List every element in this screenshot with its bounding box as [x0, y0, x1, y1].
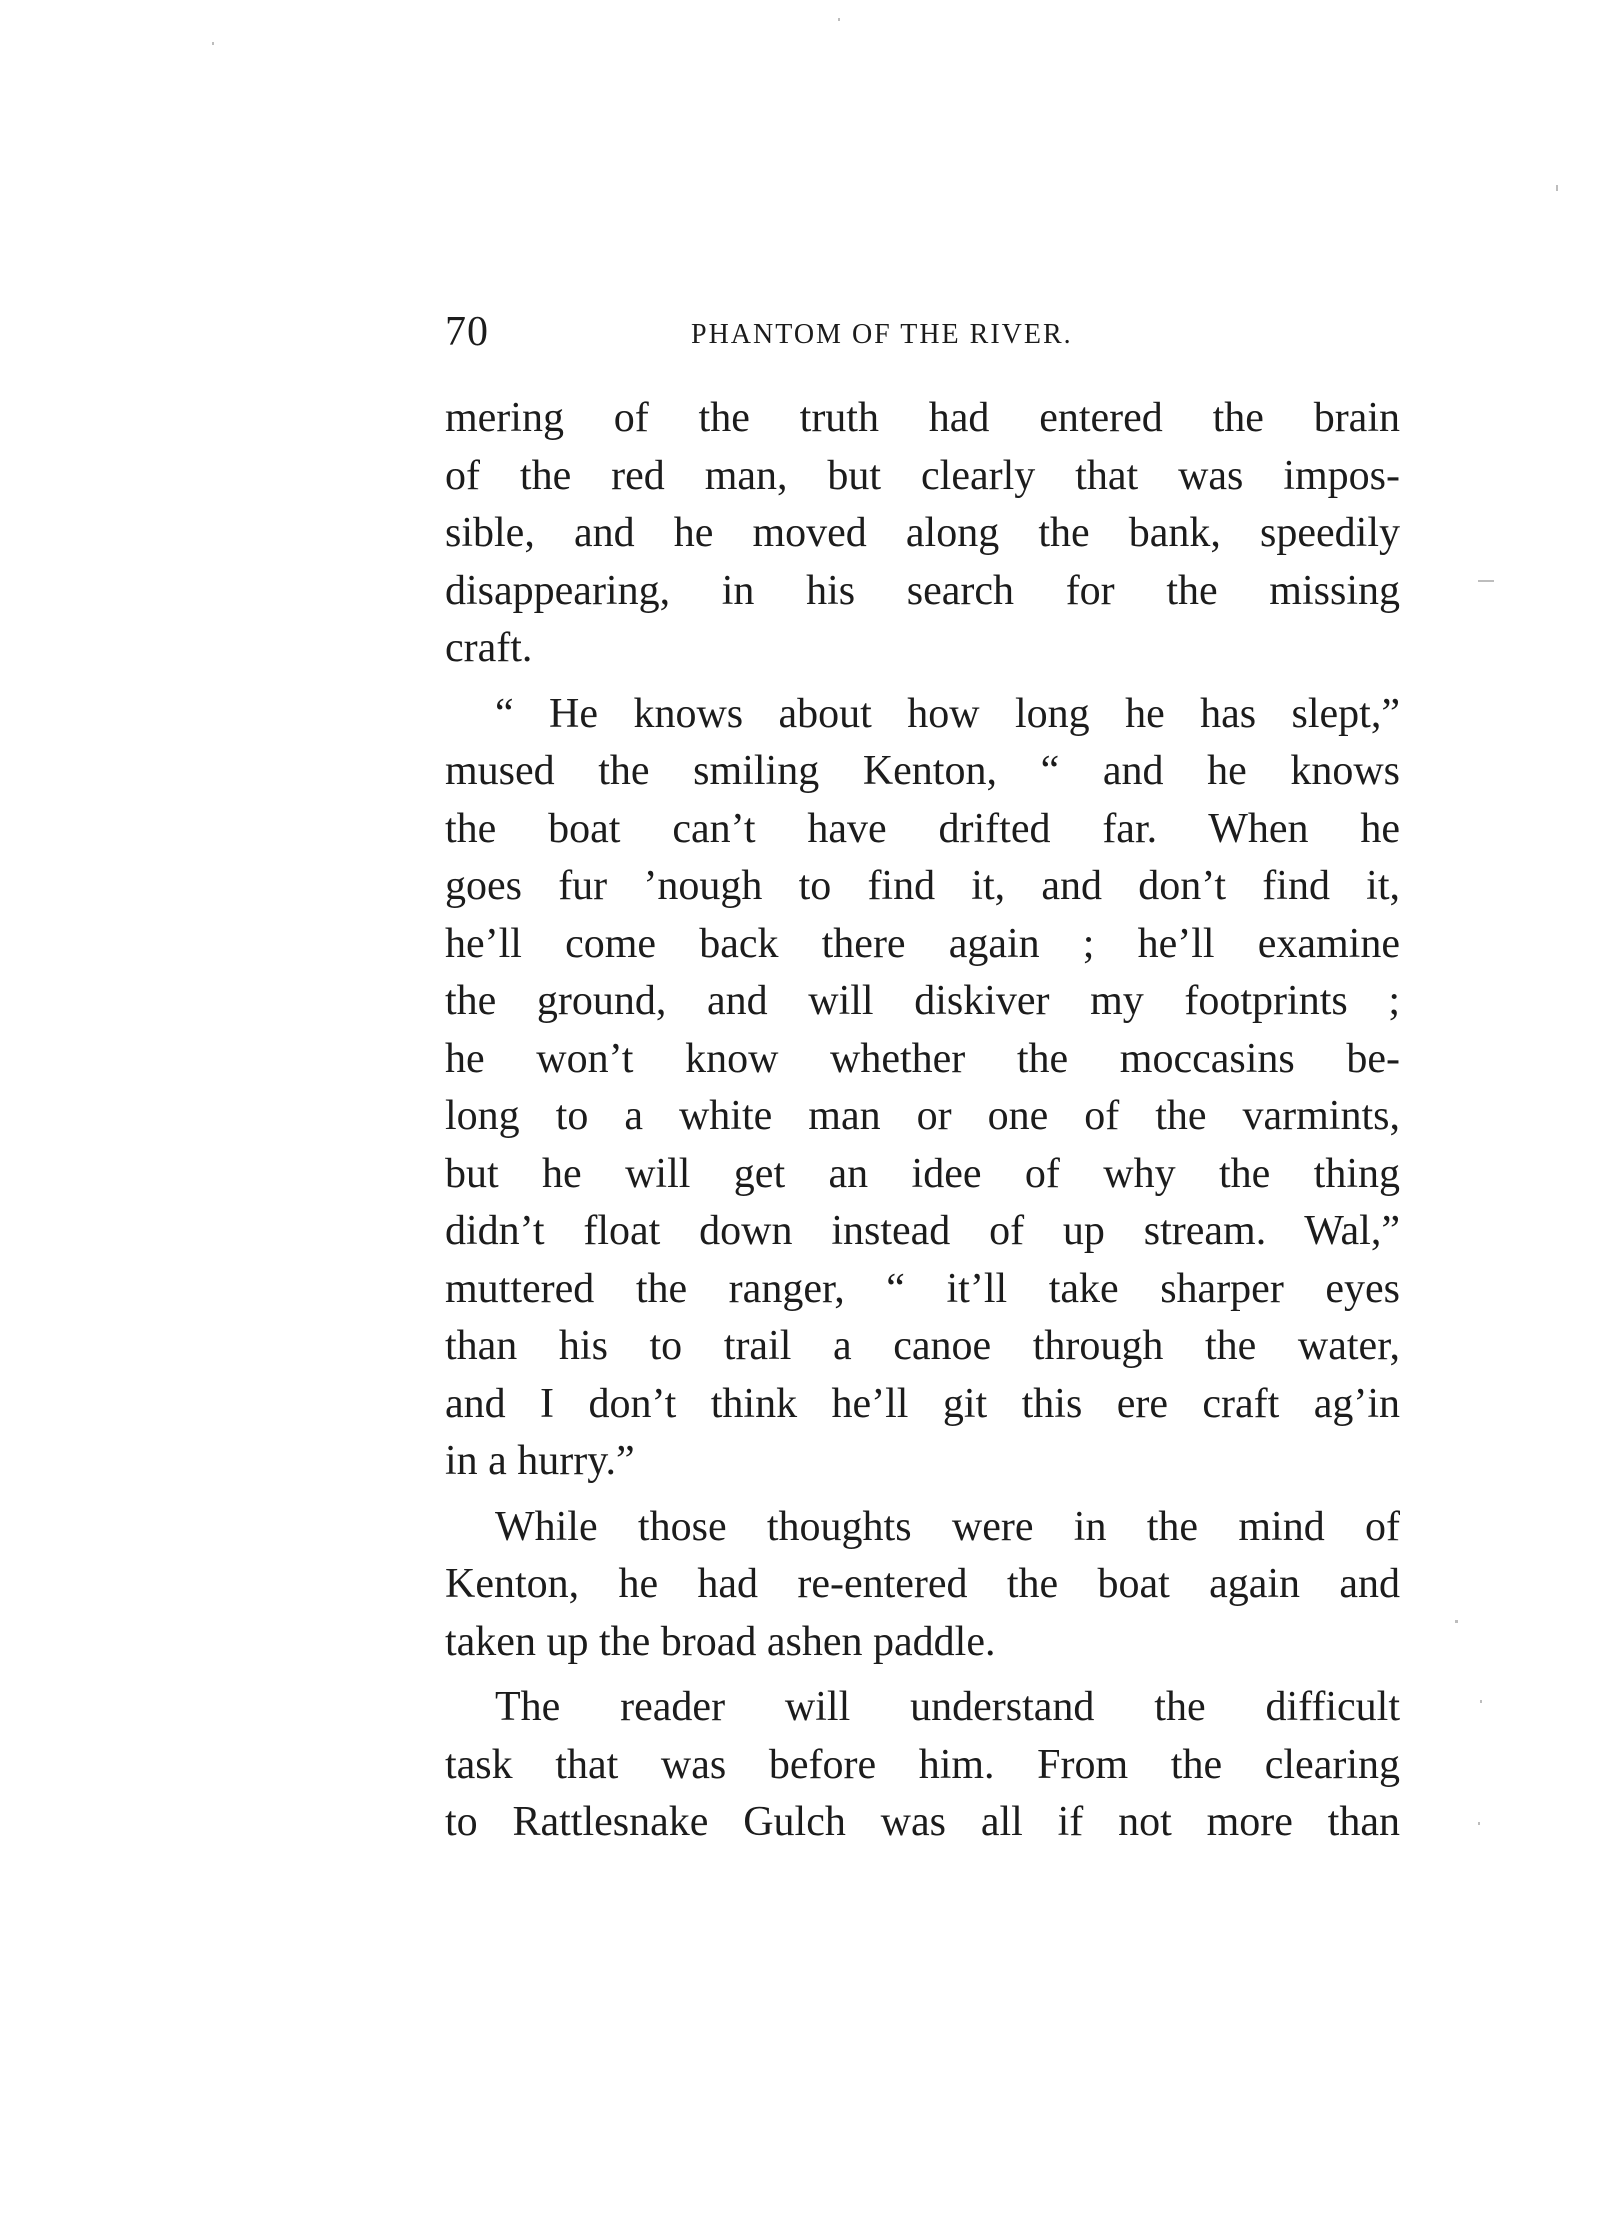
text-line: he’ll come back there again ; he’ll examine — [445, 920, 1400, 967]
text-line: to Rattlesnake Gulch was all if not more than — [445, 1799, 1400, 1845]
text-line: the boat can’t have drifted far. When he — [445, 805, 1400, 852]
text-line: While those thoughts were in the mind of — [495, 1503, 1400, 1550]
text-line: than his to trail a canoe through the water, — [445, 1323, 1400, 1369]
scan-speck — [1478, 580, 1494, 582]
text-line: in a hurry.” — [445, 1438, 635, 1484]
body-text — [445, 390, 1400, 1852]
text-line: sible, and he moved along the bank, speedily — [445, 510, 1400, 556]
scan-speck — [1480, 1700, 1482, 1703]
text-line: muttered the ranger, “ it’ll take sharper eyes — [445, 1265, 1400, 1312]
page-number: 70 — [445, 309, 489, 355]
text-line: but he will get an idee of why the thing — [445, 1150, 1400, 1197]
text-line: “ He knows about how long he has slept,” — [495, 690, 1400, 737]
text-line: task that was before him. From the clearing — [445, 1741, 1400, 1788]
text-line: Kenton, he had re-entered the boat again and — [445, 1561, 1400, 1607]
scan-speck — [212, 42, 214, 45]
scan-speck — [1478, 1822, 1480, 1825]
running-title: PHANTOM OF THE RIVER. — [691, 319, 1073, 350]
scan-speck — [1556, 185, 1558, 191]
paragraph-1 — [445, 390, 1400, 678]
paragraph-2 — [445, 686, 1400, 1491]
text-line: didn’t float down instead of up stream. Wal,” — [445, 1208, 1400, 1254]
running-head — [445, 302, 1405, 362]
paragraph-4 — [445, 1679, 1400, 1852]
scan-speck — [838, 18, 840, 21]
text-line: mering of the truth had entered the brain — [445, 395, 1400, 441]
text-line: of the red man, but clearly that was impos- — [445, 452, 1400, 499]
text-line: mused the smiling Kenton, “ and he knows — [445, 748, 1400, 794]
scan-speck — [1455, 1620, 1458, 1623]
text-line: he won’t know whether the moccasins be- — [445, 1035, 1400, 1082]
text-line: the ground, and will diskiver my footprints ; — [445, 978, 1400, 1024]
text-line: and I don’t think he’ll git this ere craft ag’in — [445, 1380, 1400, 1427]
text-line: goes fur ’nough to find it, and don’t find it, — [445, 863, 1400, 909]
paragraph-3 — [445, 1499, 1400, 1672]
text-line: long to a white man or one of the varmints, — [445, 1093, 1400, 1139]
text-line: disappearing, in his search for the missing — [445, 567, 1400, 614]
text-line: taken up the broad ashen paddle. — [445, 1618, 996, 1665]
text-line: The reader will understand the difficult — [495, 1684, 1400, 1730]
text-line: craft. — [445, 625, 533, 671]
